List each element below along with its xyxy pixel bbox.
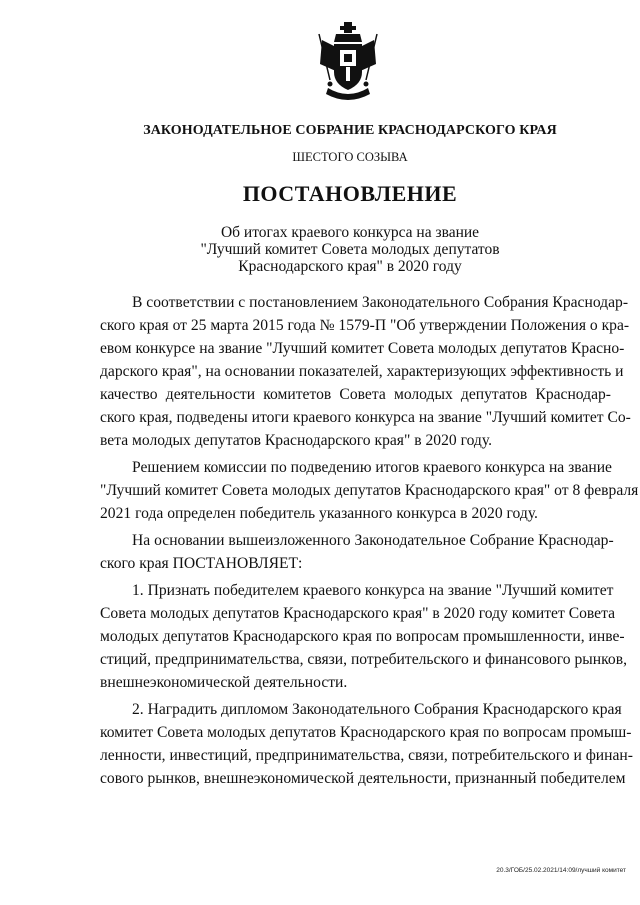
body-line: Решением комиссии по подведению итогов краевого конкурса на звание [132,459,612,476]
body-line: Совета молодых депутатов Краснодарского края" в 2020 году комитет Совета [100,605,616,622]
convocation: ШЕСТОГО СОЗЫВА [292,150,408,164]
document-type-title: ПОСТАНОВЛЕНИЕ [242,181,458,206]
body-line: ского края от 25 марта 2015 года № 1579-П "Об утверждении Положения о кра- [100,317,630,334]
body-line: ского края ПОСТАНОВЛЯЕТ: [100,555,303,572]
body-line: стиций, предпринимательства, связи, потребительского и финансового рынков, [100,651,627,668]
body-line: На основании вышеизложенного Законодательное Собрание Краснодар- [132,532,614,549]
body-line: 1. Признать победителем краевого конкурса на звание "Лучший комитет [132,582,614,599]
subject-line: Об итогах краевого конкурса на звание [220,224,480,241]
document-subject [0,224,640,275]
body-line: ского края, подведены итоги краевого конкурса на звание "Лучший комитет Со- [100,409,631,426]
body-line: дарского края", на основании показателей, характеризующих эффективность и [100,363,624,380]
body-line: евом конкурсе на звание "Лучший комитет Совета молодых депутатов Красно- [100,340,625,357]
body-line: 2021 года определен победитель указанного конкурса в 2020 году. [100,505,538,522]
body-line: В соответствии с постановлением Законодательного Собрания Краснодар- [132,294,629,311]
document-registration-code: 20.3/ГОБ/25.02.2021/14:09/лучший комитет [496,867,626,874]
body-line: комитет Совета молодых депутатов Краснодарского края по вопросам промыш- [100,724,632,741]
organization-name: ЗАКОНОДАТЕЛЬНОЕ СОБРАНИЕ КРАСНОДАРСКОГО КРАЯ [143,123,557,138]
body-line: молодых депутатов Краснодарского края по вопросам промышленности, инве- [100,628,625,645]
body-line: "Лучший комитет Совета молодых депутатов Краснодарского края" от 8 февраля [100,482,639,499]
body-line: внешнеэкономической деятельности. [100,674,348,691]
subject-line: "Лучший комитет Совета молодых депутатов [200,241,500,258]
body-line: 2. Наградить дипломом Законодательного Собрания Краснодарского края [132,701,622,718]
body-line: ленности, инвестиций, предпринимательства, связи, потребительского и финан- [100,747,633,764]
subject-line: Краснодарского края" в 2020 году [238,258,462,275]
document-body [100,291,639,790]
body-line: вета молодых депутатов Краснодарского края" в 2020 году. [100,432,492,449]
body-line: качество деятельности комитетов Совета молодых депутатов Краснодар- [100,386,611,403]
body-line: сового рынков, внешнеэкономической деятельности, признанный победителем [100,770,626,787]
krasnodar-krai-coat-of-arms-icon [316,20,380,106]
